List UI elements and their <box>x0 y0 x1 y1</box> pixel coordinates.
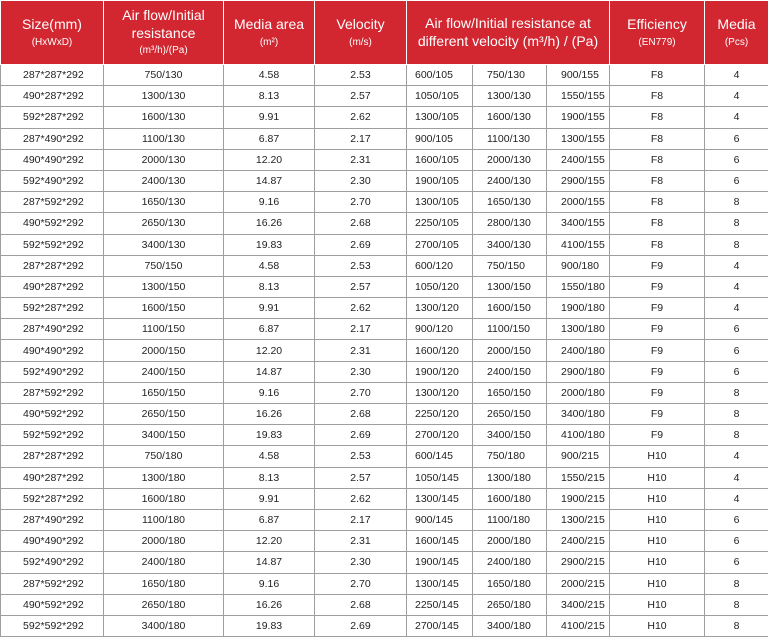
cell-efficiency: F9 <box>610 361 705 382</box>
cell-velocity-high: 4100/180 <box>547 425 610 446</box>
cell-velocity-mid: 2400/150 <box>473 361 547 382</box>
table-row <box>1 361 768 382</box>
cell-velocity-high: 1300/215 <box>547 509 610 530</box>
header-efficiency <box>610 1 705 65</box>
cell-velocity-mid: 750/130 <box>473 65 547 86</box>
cell-velocity-low: 1050/105 <box>407 86 473 107</box>
cell-size: 490*287*292 <box>1 467 104 488</box>
cell-velocity-low: 1300/145 <box>407 488 473 509</box>
cell-airflow: 1100/180 <box>104 509 224 530</box>
cell-size: 592*490*292 <box>1 361 104 382</box>
cell-velocity-high: 2400/180 <box>547 340 610 361</box>
cell-size: 490*592*292 <box>1 404 104 425</box>
cell-velocity-mid: 1600/150 <box>473 298 547 319</box>
cell-media-area: 14.87 <box>224 361 315 382</box>
cell-efficiency: H10 <box>610 573 705 594</box>
cell-size: 490*287*292 <box>1 276 104 297</box>
cell-size: 287*287*292 <box>1 446 104 467</box>
cell-velocity: 2.70 <box>315 192 407 213</box>
cell-media-area: 4.58 <box>224 446 315 467</box>
cell-airflow: 2650/130 <box>104 213 224 234</box>
cell-velocity: 2.30 <box>315 170 407 191</box>
cell-media-count: 8 <box>705 573 768 594</box>
cell-velocity-mid: 1100/180 <box>473 509 547 530</box>
cell-velocity-mid: 2400/180 <box>473 552 547 573</box>
cell-velocity: 2.62 <box>315 298 407 319</box>
cell-velocity-mid: 2400/130 <box>473 170 547 191</box>
cell-size: 490*490*292 <box>1 340 104 361</box>
cell-efficiency: H10 <box>610 446 705 467</box>
cell-size: 287*592*292 <box>1 382 104 403</box>
cell-airflow: 2000/150 <box>104 340 224 361</box>
cell-media-area: 9.16 <box>224 573 315 594</box>
cell-velocity-mid: 750/180 <box>473 446 547 467</box>
cell-velocity: 2.30 <box>315 552 407 573</box>
cell-velocity-high: 2000/155 <box>547 192 610 213</box>
cell-velocity-mid: 1300/180 <box>473 467 547 488</box>
cell-airflow: 3400/180 <box>104 615 224 636</box>
cell-media-count: 6 <box>705 149 768 170</box>
cell-media-area: 8.13 <box>224 276 315 297</box>
cell-velocity: 2.53 <box>315 446 407 467</box>
cell-velocity-low: 600/145 <box>407 446 473 467</box>
table-row <box>1 425 768 446</box>
cell-velocity-high: 900/180 <box>547 255 610 276</box>
cell-velocity-mid: 1100/150 <box>473 319 547 340</box>
cell-velocity: 2.68 <box>315 213 407 234</box>
cell-media-count: 4 <box>705 255 768 276</box>
cell-velocity-low: 1300/105 <box>407 192 473 213</box>
cell-velocity-mid: 1300/130 <box>473 86 547 107</box>
cell-velocity-low: 900/145 <box>407 509 473 530</box>
table-row <box>1 170 768 191</box>
cell-efficiency: H10 <box>610 467 705 488</box>
cell-velocity-low: 1900/105 <box>407 170 473 191</box>
cell-velocity: 2.69 <box>315 425 407 446</box>
cell-velocity: 2.70 <box>315 573 407 594</box>
cell-size: 592*592*292 <box>1 615 104 636</box>
cell-size: 287*490*292 <box>1 319 104 340</box>
cell-velocity-mid: 750/150 <box>473 255 547 276</box>
table-row <box>1 298 768 319</box>
cell-media-count: 8 <box>705 594 768 615</box>
cell-efficiency: F9 <box>610 340 705 361</box>
cell-size: 490*287*292 <box>1 86 104 107</box>
cell-airflow: 1100/130 <box>104 128 224 149</box>
cell-media-area: 9.16 <box>224 192 315 213</box>
cell-velocity-mid: 1600/130 <box>473 107 547 128</box>
cell-velocity-high: 1900/155 <box>547 107 610 128</box>
cell-media-area: 12.20 <box>224 531 315 552</box>
cell-velocity: 2.17 <box>315 509 407 530</box>
cell-velocity-high: 2000/180 <box>547 382 610 403</box>
cell-efficiency: H10 <box>610 552 705 573</box>
cell-media-count: 8 <box>705 213 768 234</box>
cell-velocity-high: 2000/215 <box>547 573 610 594</box>
header-velocity-unit: (m/s) <box>317 37 404 50</box>
cell-size: 592*287*292 <box>1 488 104 509</box>
header-row <box>1 1 768 65</box>
cell-media-count: 4 <box>705 446 768 467</box>
cell-velocity-high: 1550/215 <box>547 467 610 488</box>
cell-media-count: 4 <box>705 298 768 319</box>
table-row <box>1 573 768 594</box>
cell-velocity: 2.70 <box>315 382 407 403</box>
cell-velocity-high: 900/155 <box>547 65 610 86</box>
cell-velocity-low: 900/120 <box>407 319 473 340</box>
cell-airflow: 2400/150 <box>104 361 224 382</box>
cell-velocity-high: 4100/215 <box>547 615 610 636</box>
cell-airflow: 1650/150 <box>104 382 224 403</box>
cell-velocity-low: 2250/145 <box>407 594 473 615</box>
cell-media-count: 6 <box>705 128 768 149</box>
cell-efficiency: F9 <box>610 276 705 297</box>
cell-efficiency: H10 <box>610 594 705 615</box>
cell-velocity-mid: 1100/130 <box>473 128 547 149</box>
cell-size: 287*287*292 <box>1 255 104 276</box>
cell-velocity-low: 1300/120 <box>407 298 473 319</box>
cell-velocity: 2.57 <box>315 86 407 107</box>
table-row <box>1 509 768 530</box>
table-row <box>1 340 768 361</box>
cell-media-count: 4 <box>705 467 768 488</box>
cell-velocity: 2.17 <box>315 319 407 340</box>
table-row <box>1 382 768 403</box>
cell-efficiency: F8 <box>610 149 705 170</box>
cell-velocity-high: 2400/215 <box>547 531 610 552</box>
cell-media-count: 4 <box>705 86 768 107</box>
cell-velocity-low: 1300/120 <box>407 382 473 403</box>
header-media-label: Media <box>707 16 766 34</box>
cell-airflow: 1600/180 <box>104 488 224 509</box>
cell-media-area: 19.83 <box>224 615 315 636</box>
header-efficiency-sub: (EN779) <box>612 37 702 50</box>
cell-media-area: 12.20 <box>224 340 315 361</box>
header-media <box>705 1 768 65</box>
cell-efficiency: F9 <box>610 319 705 340</box>
cell-velocity-low: 2700/145 <box>407 615 473 636</box>
table-header <box>1 1 768 65</box>
cell-velocity: 2.31 <box>315 340 407 361</box>
cell-airflow: 750/180 <box>104 446 224 467</box>
cell-velocity-mid: 1650/130 <box>473 192 547 213</box>
cell-media-count: 8 <box>705 615 768 636</box>
cell-velocity-high: 1300/155 <box>547 128 610 149</box>
cell-velocity: 2.68 <box>315 594 407 615</box>
cell-efficiency: F8 <box>610 170 705 191</box>
cell-velocity-mid: 2650/180 <box>473 594 547 615</box>
cell-airflow: 3400/130 <box>104 234 224 255</box>
header-media-area <box>224 1 315 65</box>
header-different-velocity <box>407 1 610 65</box>
cell-velocity-high: 2900/215 <box>547 552 610 573</box>
table-row <box>1 467 768 488</box>
cell-media-count: 4 <box>705 65 768 86</box>
cell-size: 592*490*292 <box>1 552 104 573</box>
cell-velocity-high: 3400/180 <box>547 404 610 425</box>
cell-media-area: 9.91 <box>224 107 315 128</box>
cell-efficiency: H10 <box>610 509 705 530</box>
cell-airflow: 2650/150 <box>104 404 224 425</box>
cell-efficiency: F9 <box>610 382 705 403</box>
cell-size: 592*287*292 <box>1 298 104 319</box>
cell-airflow: 2650/180 <box>104 594 224 615</box>
header-different-velocity-line2: different velocity (m³/h) / (Pa) <box>409 33 607 51</box>
cell-velocity-mid: 3400/150 <box>473 425 547 446</box>
cell-media-area: 16.26 <box>224 594 315 615</box>
cell-velocity-high: 900/215 <box>547 446 610 467</box>
cell-velocity-mid: 2000/130 <box>473 149 547 170</box>
cell-velocity-mid: 2650/150 <box>473 404 547 425</box>
cell-size: 592*490*292 <box>1 170 104 191</box>
cell-airflow: 3400/150 <box>104 425 224 446</box>
table-row <box>1 552 768 573</box>
cell-efficiency: F8 <box>610 128 705 149</box>
cell-velocity: 2.62 <box>315 107 407 128</box>
cell-velocity-high: 1300/180 <box>547 319 610 340</box>
cell-size: 287*490*292 <box>1 128 104 149</box>
cell-velocity-mid: 3400/130 <box>473 234 547 255</box>
table-row <box>1 615 768 636</box>
cell-velocity-high: 1900/180 <box>547 298 610 319</box>
cell-media-area: 6.87 <box>224 128 315 149</box>
table-row <box>1 234 768 255</box>
cell-velocity-mid: 1650/180 <box>473 573 547 594</box>
cell-velocity-mid: 1300/150 <box>473 276 547 297</box>
cell-size: 287*592*292 <box>1 573 104 594</box>
cell-size: 490*490*292 <box>1 531 104 552</box>
cell-efficiency: F8 <box>610 65 705 86</box>
table-row <box>1 107 768 128</box>
cell-media-area: 19.83 <box>224 425 315 446</box>
table-row <box>1 149 768 170</box>
cell-size: 287*592*292 <box>1 192 104 213</box>
cell-media-area: 12.20 <box>224 149 315 170</box>
cell-efficiency: F8 <box>610 213 705 234</box>
cell-media-count: 8 <box>705 404 768 425</box>
cell-velocity-low: 1300/145 <box>407 573 473 594</box>
table-body <box>1 65 768 637</box>
cell-airflow: 1650/130 <box>104 192 224 213</box>
cell-media-count: 6 <box>705 319 768 340</box>
cell-velocity-low: 600/120 <box>407 255 473 276</box>
cell-velocity-high: 2900/180 <box>547 361 610 382</box>
cell-media-count: 8 <box>705 382 768 403</box>
cell-velocity: 2.69 <box>315 615 407 636</box>
cell-velocity-mid: 2800/130 <box>473 213 547 234</box>
table-row <box>1 531 768 552</box>
cell-media-area: 6.87 <box>224 509 315 530</box>
cell-velocity-low: 2700/120 <box>407 425 473 446</box>
cell-media-area: 14.87 <box>224 170 315 191</box>
cell-media-area: 9.91 <box>224 298 315 319</box>
cell-velocity: 2.62 <box>315 488 407 509</box>
cell-velocity: 2.31 <box>315 531 407 552</box>
cell-media-area: 8.13 <box>224 86 315 107</box>
header-size-sub: (HxWxD) <box>3 37 101 50</box>
cell-velocity-low: 2700/105 <box>407 234 473 255</box>
cell-velocity-low: 1300/105 <box>407 107 473 128</box>
table-row <box>1 255 768 276</box>
cell-airflow: 1300/180 <box>104 467 224 488</box>
cell-velocity-mid: 2000/180 <box>473 531 547 552</box>
cell-velocity-high: 4100/155 <box>547 234 610 255</box>
cell-velocity-high: 1550/180 <box>547 276 610 297</box>
table-row <box>1 213 768 234</box>
header-different-velocity-line1: Air flow/Initial resistance at <box>409 15 607 33</box>
cell-efficiency: H10 <box>610 531 705 552</box>
cell-media-area: 16.26 <box>224 404 315 425</box>
header-size <box>1 1 104 65</box>
cell-velocity-low: 2250/120 <box>407 404 473 425</box>
cell-size: 490*592*292 <box>1 594 104 615</box>
cell-velocity-low: 1600/145 <box>407 531 473 552</box>
cell-efficiency: H10 <box>610 615 705 636</box>
table-row <box>1 594 768 615</box>
cell-velocity: 2.17 <box>315 128 407 149</box>
cell-media-count: 8 <box>705 425 768 446</box>
cell-velocity-low: 1900/120 <box>407 361 473 382</box>
cell-media-count: 4 <box>705 488 768 509</box>
cell-media-area: 9.91 <box>224 488 315 509</box>
cell-velocity-high: 3400/215 <box>547 594 610 615</box>
cell-size: 287*287*292 <box>1 65 104 86</box>
cell-velocity-mid: 1650/150 <box>473 382 547 403</box>
cell-airflow: 1300/150 <box>104 276 224 297</box>
table-row <box>1 128 768 149</box>
cell-airflow: 2000/180 <box>104 531 224 552</box>
cell-velocity-high: 3400/155 <box>547 213 610 234</box>
cell-velocity-high: 1550/155 <box>547 86 610 107</box>
cell-size: 287*490*292 <box>1 509 104 530</box>
cell-velocity: 2.31 <box>315 149 407 170</box>
cell-efficiency: F9 <box>610 425 705 446</box>
cell-velocity-low: 1900/145 <box>407 552 473 573</box>
header-media-area-label: Media area <box>226 16 312 34</box>
cell-velocity: 2.30 <box>315 361 407 382</box>
cell-media-count: 6 <box>705 531 768 552</box>
cell-media-count: 4 <box>705 276 768 297</box>
cell-media-area: 16.26 <box>224 213 315 234</box>
header-velocity <box>315 1 407 65</box>
cell-velocity-high: 2900/155 <box>547 170 610 191</box>
cell-velocity: 2.53 <box>315 255 407 276</box>
cell-airflow: 750/130 <box>104 65 224 86</box>
cell-media-count: 6 <box>705 361 768 382</box>
cell-efficiency: F8 <box>610 234 705 255</box>
cell-media-count: 4 <box>705 107 768 128</box>
cell-airflow: 1100/150 <box>104 319 224 340</box>
cell-velocity-low: 1600/120 <box>407 340 473 361</box>
cell-airflow: 750/150 <box>104 255 224 276</box>
header-media-area-unit: (m²) <box>226 37 312 50</box>
cell-velocity: 2.53 <box>315 65 407 86</box>
cell-velocity: 2.69 <box>315 234 407 255</box>
cell-size: 592*592*292 <box>1 425 104 446</box>
cell-media-area: 14.87 <box>224 552 315 573</box>
header-size-label: Size(mm) <box>3 16 101 34</box>
table-row <box>1 65 768 86</box>
cell-velocity: 2.68 <box>315 404 407 425</box>
cell-media-area: 4.58 <box>224 65 315 86</box>
header-airflow-unit: (m³/h)/(Pa) <box>106 45 221 58</box>
cell-airflow: 1600/150 <box>104 298 224 319</box>
cell-efficiency: F8 <box>610 107 705 128</box>
cell-airflow: 2400/130 <box>104 170 224 191</box>
table-row <box>1 86 768 107</box>
cell-efficiency: F8 <box>610 192 705 213</box>
cell-velocity-high: 2400/155 <box>547 149 610 170</box>
cell-size: 592*287*292 <box>1 107 104 128</box>
cell-velocity-mid: 3400/180 <box>473 615 547 636</box>
table-row <box>1 446 768 467</box>
cell-efficiency: F8 <box>610 86 705 107</box>
cell-velocity-high: 1900/215 <box>547 488 610 509</box>
cell-media-count: 6 <box>705 509 768 530</box>
cell-velocity-low: 600/105 <box>407 65 473 86</box>
cell-size: 490*490*292 <box>1 149 104 170</box>
cell-media-count: 8 <box>705 192 768 213</box>
cell-velocity-low: 1050/120 <box>407 276 473 297</box>
cell-media-area: 4.58 <box>224 255 315 276</box>
cell-airflow: 2000/130 <box>104 149 224 170</box>
table-row <box>1 276 768 297</box>
cell-velocity-low: 2250/105 <box>407 213 473 234</box>
cell-media-count: 6 <box>705 340 768 361</box>
cell-media-area: 8.13 <box>224 467 315 488</box>
cell-efficiency: F9 <box>610 255 705 276</box>
header-velocity-label: Velocity <box>317 16 404 34</box>
cell-airflow: 1300/130 <box>104 86 224 107</box>
cell-media-count: 8 <box>705 234 768 255</box>
cell-velocity-mid: 1600/180 <box>473 488 547 509</box>
header-airflow-label: Air flow/Initial resistance <box>106 7 221 42</box>
cell-velocity-low: 900/105 <box>407 128 473 149</box>
cell-airflow: 1650/180 <box>104 573 224 594</box>
header-airflow <box>104 1 224 65</box>
table-row <box>1 488 768 509</box>
cell-size: 592*592*292 <box>1 234 104 255</box>
cell-media-area: 6.87 <box>224 319 315 340</box>
cell-velocity: 2.57 <box>315 276 407 297</box>
table-row <box>1 404 768 425</box>
cell-airflow: 2400/180 <box>104 552 224 573</box>
cell-velocity: 2.57 <box>315 467 407 488</box>
cell-efficiency: H10 <box>610 488 705 509</box>
table-row <box>1 192 768 213</box>
table-row <box>1 319 768 340</box>
cell-efficiency: F9 <box>610 298 705 319</box>
cell-velocity-mid: 2000/150 <box>473 340 547 361</box>
cell-media-count: 6 <box>705 170 768 191</box>
cell-size: 490*592*292 <box>1 213 104 234</box>
header-efficiency-label: Efficiency <box>612 16 702 34</box>
header-media-sub: (Pcs) <box>707 37 766 50</box>
cell-efficiency: F9 <box>610 404 705 425</box>
cell-media-area: 9.16 <box>224 382 315 403</box>
cell-media-area: 19.83 <box>224 234 315 255</box>
cell-velocity-low: 1050/145 <box>407 467 473 488</box>
cell-media-count: 6 <box>705 552 768 573</box>
cell-velocity-low: 1600/105 <box>407 149 473 170</box>
cell-airflow: 1600/130 <box>104 107 224 128</box>
